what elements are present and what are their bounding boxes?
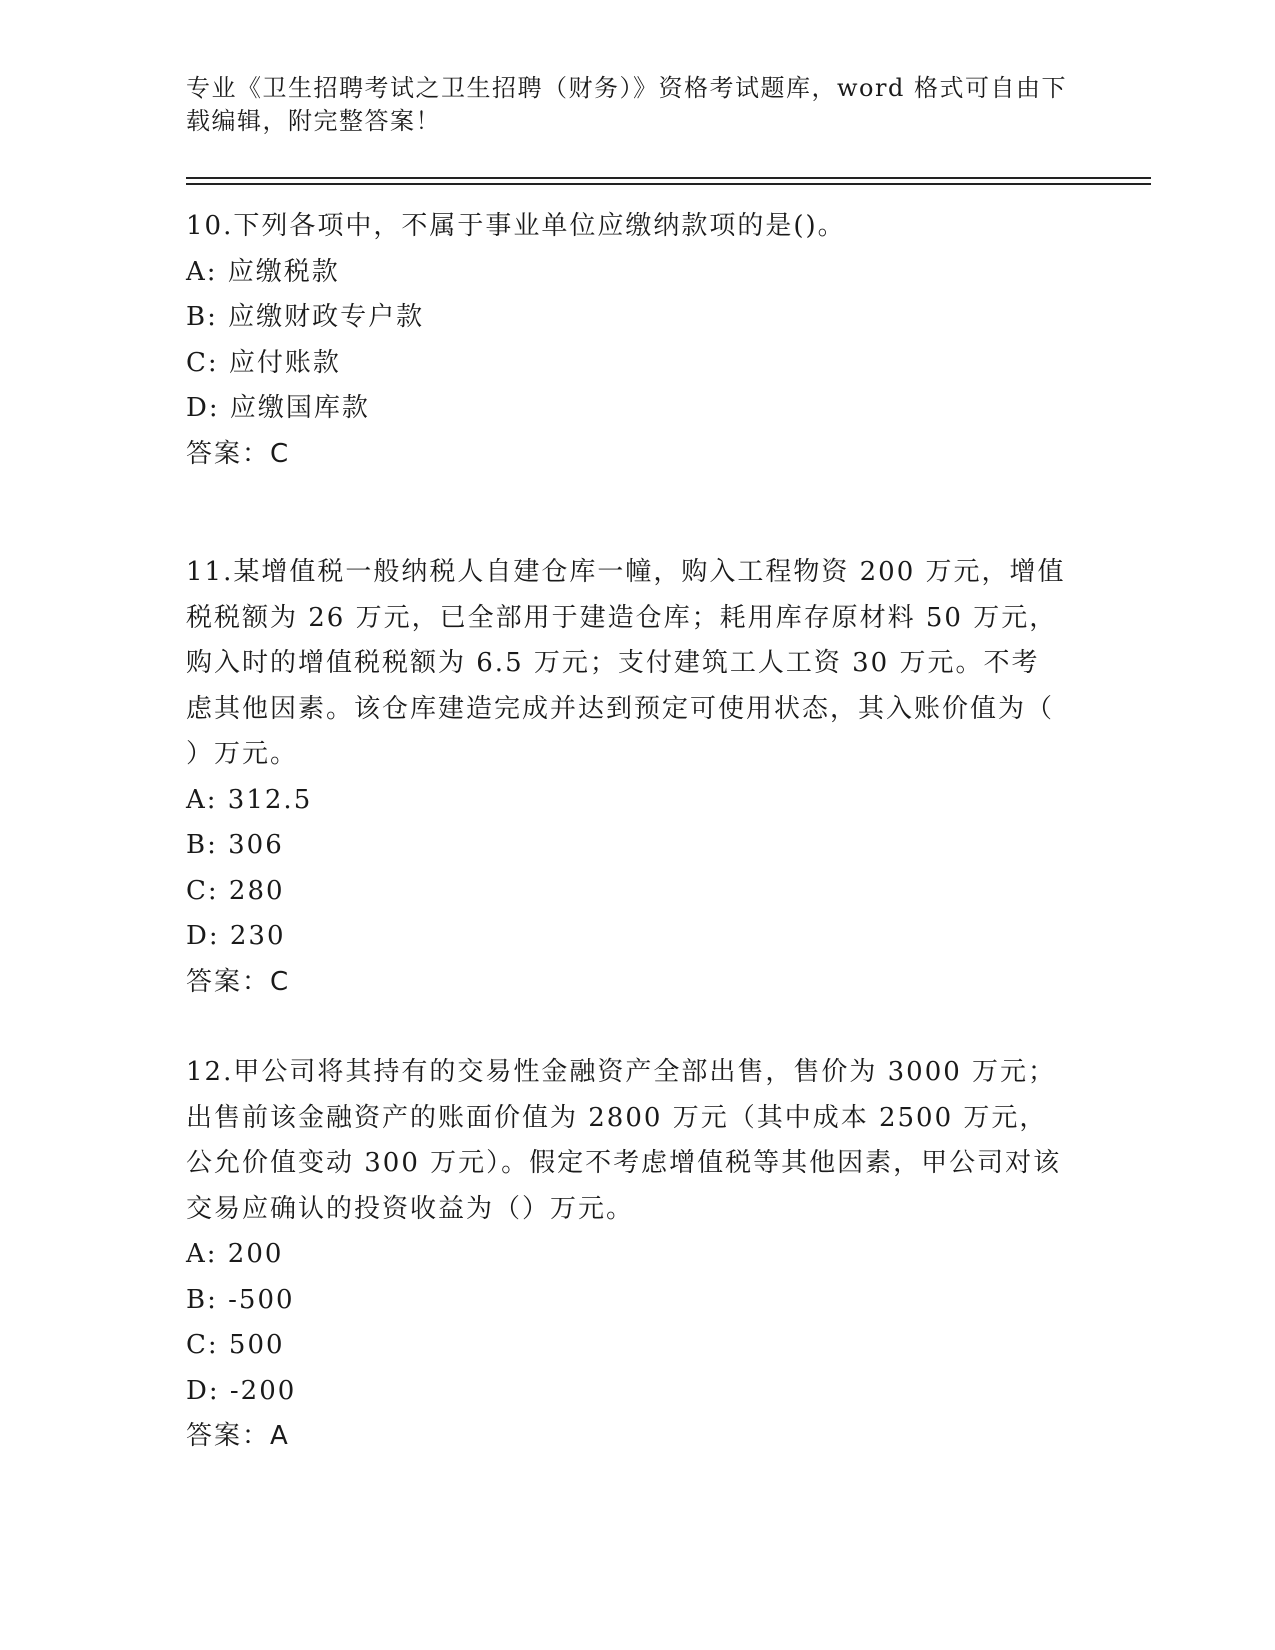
option-c: C: 280 (186, 875, 285, 906)
option-a: A: 应缴税款 (186, 256, 340, 287)
answer: 答案：C (186, 966, 291, 997)
question-10 (186, 204, 1066, 477)
header-divider-top (186, 177, 1151, 179)
answer: 答案：C (186, 438, 291, 469)
option-d: D: 230 (186, 921, 286, 951)
option-c: C: 500 (186, 1330, 285, 1360)
option-b: B: -500 (186, 1284, 295, 1315)
question-11 (186, 550, 1066, 1005)
option-a: A: 312.5 (186, 784, 313, 815)
question-stem: 10.下列各项中，不属于事业单位应缴纳款项的是()。 (186, 211, 846, 241)
option-b: B: 306 (186, 830, 284, 860)
header-divider-bottom (186, 183, 1151, 185)
question-stem: 12.甲公司将其持有的交易性金融资产全部出售，售价为 3000 万元；出售前该金融资产的账面价值为 2800 万元（其中成本 2500 万元，公允价值变动 300 万元）。假定不考虑增值税等其他因素，甲公司对该交易应确认的投资收益为（）万元。 (186, 1057, 1062, 1224)
option-d: D: -200 (186, 1375, 297, 1406)
question-stem: 11.某增值税一般纳税人自建仓库一幢，购入工程物资 200 万元，增值税税额为 26 万元，已全部用于建造仓库；耗用库存原材料 50 万元，购入时的增值税税额为 6.5 万元；支付建筑工人工资 30 万元。不考虑其他因素。该仓库建造完成并达到预定可使用状态，其入账价值为（ ）万元。 (186, 557, 1066, 769)
option-b: B: 应缴财政专户款 (186, 302, 425, 332)
option-d: D: 应缴国库款 (186, 393, 370, 423)
answer: 答案：A (186, 1421, 290, 1451)
question-12 (186, 1050, 1066, 1460)
option-c: C: 应付账款 (186, 347, 341, 378)
option-a: A: 200 (186, 1239, 284, 1269)
document-header: 专业《卫生招聘考试之卫生招聘（财务）》资格考试题库，word 格式可自由下载编辑，附完整答案！ (186, 74, 1067, 135)
